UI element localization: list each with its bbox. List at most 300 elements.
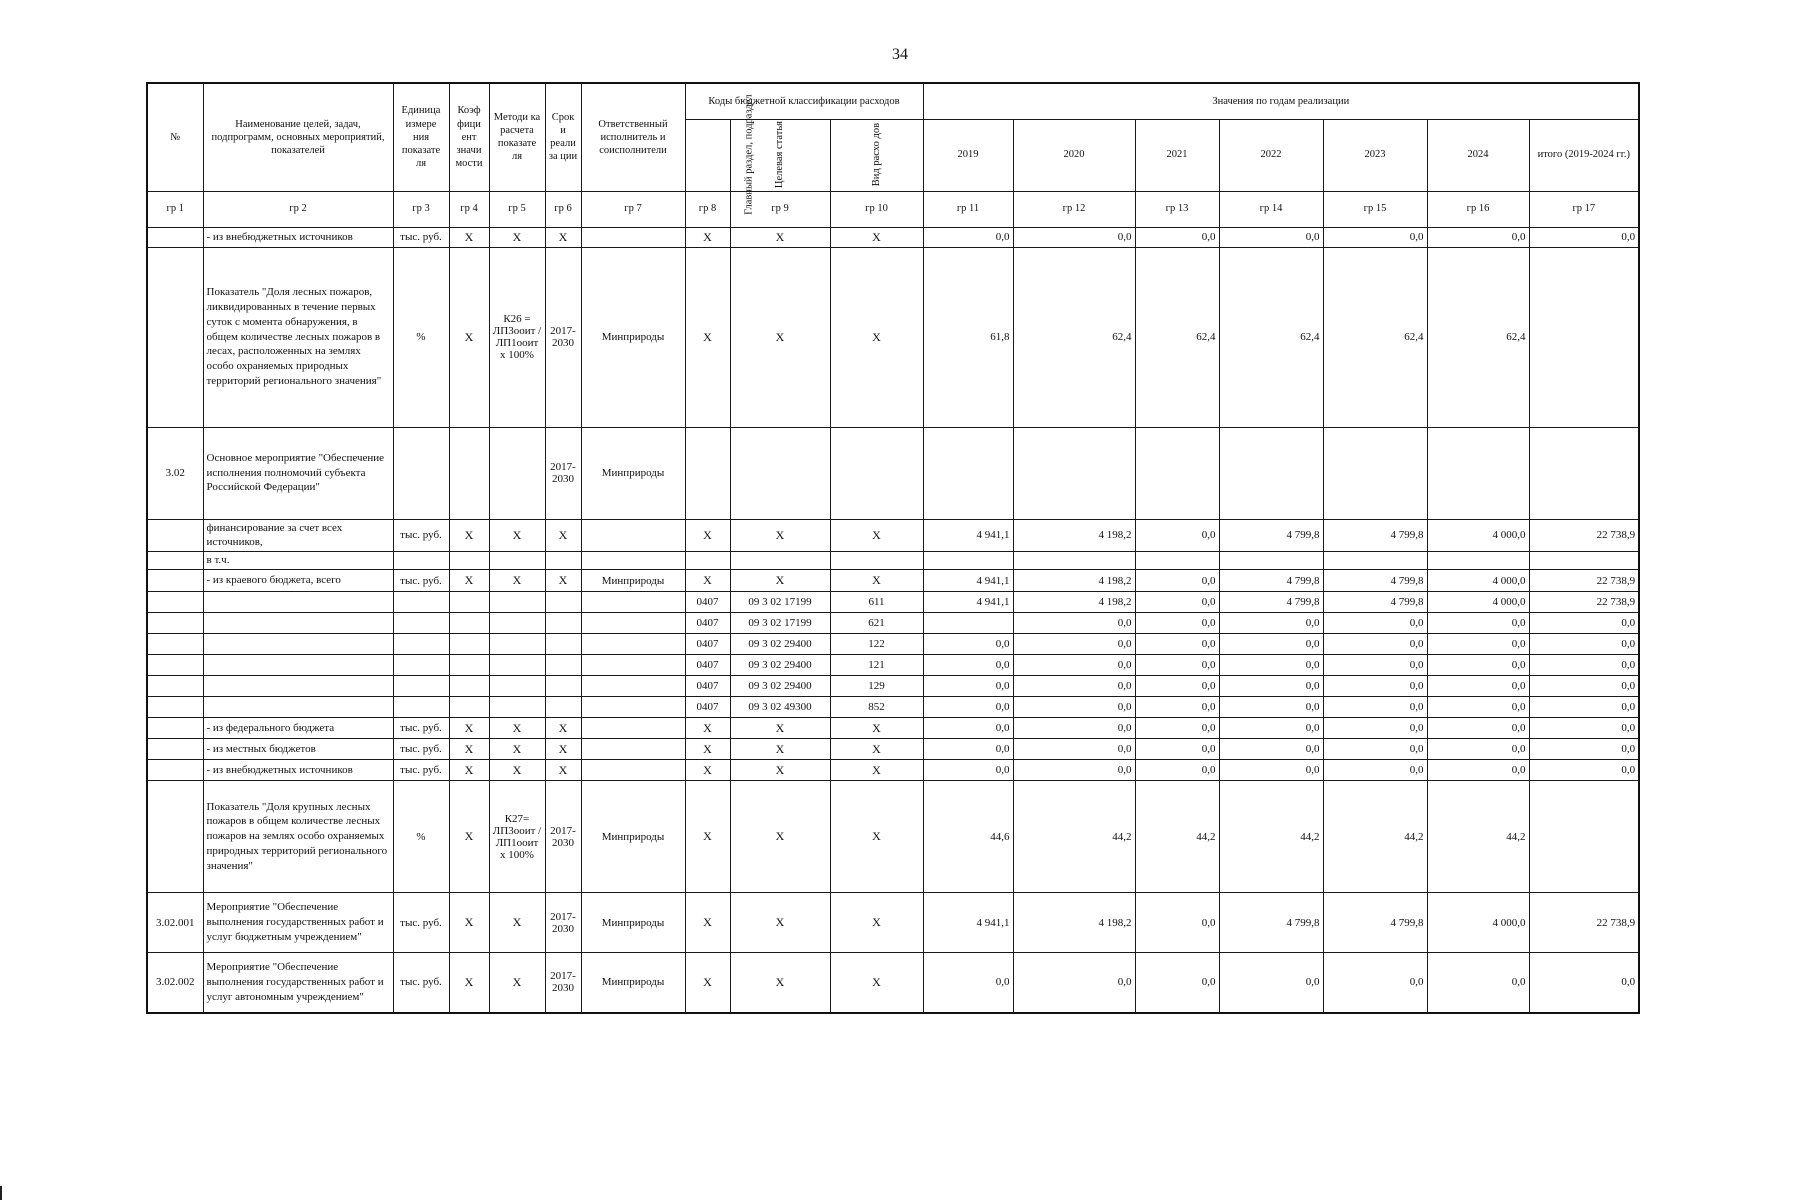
table-row: [147, 227, 1639, 247]
table-cell: [393, 552, 449, 570]
table-cell: [147, 739, 203, 760]
table-cell: 0,0: [923, 676, 1013, 697]
table-cell: Х: [830, 781, 923, 893]
table-cell: Х: [685, 570, 730, 592]
table-cell: [489, 613, 545, 634]
table-cell: Основное мероприятие "Обеспечение исполнения полномочий субъекта Российской Федерации": [203, 427, 393, 519]
table-cell: [545, 634, 581, 655]
table-cell: 4 799,8: [1323, 893, 1427, 953]
table-cell: 0,0: [1529, 227, 1639, 247]
table-cell: [489, 552, 545, 570]
table-cell: 0,0: [1529, 634, 1639, 655]
table-cell: [147, 552, 203, 570]
header-code-type: [830, 119, 923, 191]
table-cell: 0,0: [1135, 613, 1219, 634]
table-cell: 4 941,1: [923, 592, 1013, 613]
table-cell: 0,0: [1427, 655, 1529, 676]
table-row: [147, 592, 1639, 613]
table-cell: 4 941,1: [923, 893, 1013, 953]
table-cell: [489, 427, 545, 519]
table-cell: [203, 592, 393, 613]
table-cell: - из краевого бюджета, всего: [203, 570, 393, 592]
table-cell: Х: [685, 953, 730, 1013]
table-row: [147, 760, 1639, 781]
table-cell: [685, 552, 730, 570]
table-cell: 4 000,0: [1427, 570, 1529, 592]
table-cell: 62,4: [1013, 247, 1135, 427]
table-cell: 121: [830, 655, 923, 676]
table-cell: 61,8: [923, 247, 1013, 427]
table-cell: 0,0: [1529, 613, 1639, 634]
header-unit: Единица измере ния показате ля: [393, 83, 449, 191]
table-cell: 0,0: [1135, 592, 1219, 613]
table-cell: [147, 570, 203, 592]
table-cell: 852: [830, 697, 923, 718]
table-cell: 0,0: [923, 760, 1013, 781]
table-cell: 0,0: [1219, 676, 1323, 697]
table-cell: [393, 655, 449, 676]
table-cell: 3.02.001: [147, 893, 203, 953]
table-cell: 0,0: [1219, 227, 1323, 247]
table-cell: [581, 634, 685, 655]
table-cell: 0,0: [1219, 613, 1323, 634]
table-cell: Х: [449, 953, 489, 1013]
table-cell: [147, 519, 203, 552]
header-code-section-text: Главный раздел, подраздел: [743, 94, 755, 216]
table-cell: 0407: [685, 634, 730, 655]
table-cell: К26 = ЛП3ооит / ЛП1ооит х 100%: [489, 247, 545, 427]
table-cell: 0,0: [1219, 760, 1323, 781]
table-cell: [489, 655, 545, 676]
table-cell: [830, 552, 923, 570]
column-number-row: [147, 191, 1639, 227]
table-cell: Х: [685, 519, 730, 552]
table-cell: [393, 592, 449, 613]
table-cell: 4 000,0: [1427, 592, 1529, 613]
table-cell: [581, 552, 685, 570]
table-cell: Х: [830, 739, 923, 760]
table-cell: [581, 718, 685, 739]
table-cell: Показатель "Доля крупных лесных пожаров в общем количестве лесных пожаров на землях особо охраняемых природных территорий регионального значения": [203, 781, 393, 893]
table-cell: 0,0: [1427, 634, 1529, 655]
table-row: [147, 739, 1639, 760]
table-cell: Х: [685, 718, 730, 739]
table-row: [147, 781, 1639, 893]
table-cell: [147, 634, 203, 655]
table-cell: 4 799,8: [1219, 893, 1323, 953]
table-cell: Х: [730, 953, 830, 1013]
table-cell: тыс. руб.: [393, 893, 449, 953]
table-cell: 44,2: [1427, 781, 1529, 893]
header-codes-group: Коды бюджетной классификации расходов: [685, 83, 923, 119]
table-cell: 0,0: [1135, 893, 1219, 953]
table-cell: 22 738,9: [1529, 592, 1639, 613]
table-cell: [147, 613, 203, 634]
table-cell: [685, 427, 730, 519]
table-row: [147, 634, 1639, 655]
table-cell: 4 799,8: [1323, 519, 1427, 552]
header-row-1: [147, 83, 1639, 119]
table-cell: 4 941,1: [923, 570, 1013, 592]
table-cell: 62,4: [1323, 247, 1427, 427]
column-number: гр 5: [489, 191, 545, 227]
table-cell: [489, 634, 545, 655]
table-cell: [1529, 427, 1639, 519]
table-cell: [393, 613, 449, 634]
header-year-2021: 2021: [1135, 119, 1219, 191]
table-cell: 44,2: [1135, 781, 1219, 893]
table-cell: [545, 613, 581, 634]
table-cell: 0,0: [1323, 676, 1427, 697]
table-cell: тыс. руб.: [393, 953, 449, 1013]
table-cell: Х: [449, 570, 489, 592]
table-cell: 22 738,9: [1529, 519, 1639, 552]
table-cell: [147, 697, 203, 718]
table-cell: 0,0: [1013, 613, 1135, 634]
table-cell: Х: [830, 953, 923, 1013]
table-cell: 0,0: [923, 227, 1013, 247]
table-row: [147, 552, 1639, 570]
table-cell: Х: [545, 718, 581, 739]
table-cell: 3.02: [147, 427, 203, 519]
table-cell: 0,0: [923, 697, 1013, 718]
table-cell: [545, 552, 581, 570]
table-cell: Х: [685, 760, 730, 781]
table-cell: Х: [830, 760, 923, 781]
table-cell: [393, 676, 449, 697]
table-cell: 09 3 02 29400: [730, 655, 830, 676]
table-cell: 4 198,2: [1013, 519, 1135, 552]
table-cell: 0,0: [1135, 676, 1219, 697]
table-cell: 0,0: [1219, 739, 1323, 760]
table-cell: 0,0: [1427, 718, 1529, 739]
table-cell: [581, 519, 685, 552]
column-number: гр 8: [685, 191, 730, 227]
table-cell: тыс. руб.: [393, 718, 449, 739]
table-cell: [147, 676, 203, 697]
table-cell: [1013, 552, 1135, 570]
margin-mark: [0, 1186, 2, 1200]
table-cell: 0,0: [1135, 760, 1219, 781]
table-cell: Х: [730, 227, 830, 247]
table-cell: Минприроды: [581, 953, 685, 1013]
table-cell: [545, 592, 581, 613]
table-cell: Мероприятие "Обеспечение выполнения государственных работ и услуг автономным учреждением": [203, 953, 393, 1013]
table-cell: тыс. руб.: [393, 519, 449, 552]
table-cell: Х: [685, 247, 730, 427]
table-cell: 0,0: [1135, 655, 1219, 676]
table-cell: [1323, 427, 1427, 519]
budget-table: [146, 82, 1640, 1014]
table-cell: Х: [449, 247, 489, 427]
column-number: гр 6: [545, 191, 581, 227]
table-cell: [393, 697, 449, 718]
table-cell: 0407: [685, 676, 730, 697]
table-cell: 0,0: [923, 718, 1013, 739]
header-code-article-text: Целевая статья: [774, 121, 786, 189]
table-row: [147, 697, 1639, 718]
table-cell: [147, 655, 203, 676]
table-cell: 0,0: [1013, 739, 1135, 760]
table-cell: 0,0: [1135, 227, 1219, 247]
table-cell: [449, 592, 489, 613]
table-cell: Х: [685, 739, 730, 760]
table-cell: [203, 655, 393, 676]
table-cell: [1013, 427, 1135, 519]
table-cell: 0407: [685, 697, 730, 718]
table-cell: 2017-2030: [545, 953, 581, 1013]
table-cell: 0,0: [1427, 697, 1529, 718]
table-cell: [545, 697, 581, 718]
table-row: [147, 570, 1639, 592]
table-cell: Минприроды: [581, 893, 685, 953]
table-cell: 4 000,0: [1427, 519, 1529, 552]
table-cell: Х: [489, 570, 545, 592]
column-number: гр 10: [830, 191, 923, 227]
table-cell: 0,0: [1323, 655, 1427, 676]
table-cell: 09 3 02 29400: [730, 634, 830, 655]
table-cell: [1219, 427, 1323, 519]
table-cell: [1529, 552, 1639, 570]
table-cell: 4 000,0: [1427, 893, 1529, 953]
table-cell: [581, 227, 685, 247]
table-cell: Х: [449, 893, 489, 953]
table-cell: 0,0: [1323, 718, 1427, 739]
table-cell: Х: [489, 718, 545, 739]
table-cell: [1529, 247, 1639, 427]
table-cell: [830, 427, 923, 519]
table-cell: Х: [449, 718, 489, 739]
table-cell: 22 738,9: [1529, 893, 1639, 953]
table-cell: Х: [730, 760, 830, 781]
table-cell: [147, 781, 203, 893]
table-cell: [545, 676, 581, 697]
table-cell: 0,0: [1427, 227, 1529, 247]
table-cell: 4 799,8: [1219, 592, 1323, 613]
table-cell: Х: [489, 227, 545, 247]
table-cell: [1219, 552, 1323, 570]
header-period: Срок и реали за ции: [545, 83, 581, 191]
table-cell: 0,0: [1323, 760, 1427, 781]
table-cell: [147, 718, 203, 739]
table-cell: [581, 592, 685, 613]
header-coef: Коэф фици ент значи мости: [449, 83, 489, 191]
table-cell: - из внебюджетных источников: [203, 760, 393, 781]
table-cell: Х: [730, 718, 830, 739]
table-cell: тыс. руб.: [393, 227, 449, 247]
table-cell: Х: [830, 570, 923, 592]
table-cell: [581, 655, 685, 676]
column-number: гр 15: [1323, 191, 1427, 227]
table-cell: тыс. руб.: [393, 760, 449, 781]
table-cell: 09 3 02 17199: [730, 613, 830, 634]
table-cell: [449, 634, 489, 655]
table-cell: 0,0: [1219, 655, 1323, 676]
table-body: [147, 227, 1639, 1013]
table-cell: [449, 655, 489, 676]
header-year-2020: 2020: [1013, 119, 1135, 191]
table-cell: [147, 247, 203, 427]
table-cell: [1427, 427, 1529, 519]
table-cell: Х: [730, 781, 830, 893]
table-cell: 0,0: [1323, 613, 1427, 634]
table-cell: %: [393, 781, 449, 893]
table-cell: 0407: [685, 613, 730, 634]
table-cell: 0,0: [923, 953, 1013, 1013]
table-cell: 0,0: [1323, 697, 1427, 718]
column-number: гр 2: [203, 191, 393, 227]
table-cell: [449, 676, 489, 697]
table-cell: Х: [545, 519, 581, 552]
table-row: [147, 655, 1639, 676]
table-cell: 62,4: [1219, 247, 1323, 427]
table-cell: %: [393, 247, 449, 427]
header-num: №: [147, 83, 203, 191]
header-values-group: Значения по годам реализации: [923, 83, 1639, 119]
table-cell: [449, 613, 489, 634]
table-cell: в т.ч.: [203, 552, 393, 570]
table-cell: 0,0: [1013, 676, 1135, 697]
table-cell: [489, 697, 545, 718]
table-row: [147, 519, 1639, 552]
table-cell: 0,0: [1135, 953, 1219, 1013]
table-cell: 0,0: [1135, 634, 1219, 655]
table-cell: - из местных бюджетов: [203, 739, 393, 760]
table-cell: Х: [545, 739, 581, 760]
table-cell: 0,0: [1013, 718, 1135, 739]
table-cell: Х: [489, 739, 545, 760]
column-number: гр 16: [1427, 191, 1529, 227]
table-cell: Минприроды: [581, 427, 685, 519]
table-cell: Минприроды: [581, 247, 685, 427]
table-cell: Х: [730, 893, 830, 953]
table-cell: 122: [830, 634, 923, 655]
table-cell: 0,0: [1135, 739, 1219, 760]
table-cell: [545, 655, 581, 676]
table-cell: 0,0: [1323, 227, 1427, 247]
table-cell: 0,0: [1219, 634, 1323, 655]
table-cell: 0,0: [1427, 953, 1529, 1013]
table-cell: 22 738,9: [1529, 570, 1639, 592]
table-row: [147, 247, 1639, 427]
table-cell: Х: [830, 519, 923, 552]
column-number: гр 12: [1013, 191, 1135, 227]
table-cell: 0,0: [1323, 739, 1427, 760]
table-cell: [393, 427, 449, 519]
table-cell: Х: [830, 893, 923, 953]
table-cell: Х: [830, 718, 923, 739]
table-cell: 4 198,2: [1013, 893, 1135, 953]
table-cell: 2017-2030: [545, 427, 581, 519]
table-cell: [581, 760, 685, 781]
table-cell: [203, 613, 393, 634]
table-cell: 44,2: [1323, 781, 1427, 893]
table-cell: 62,4: [1135, 247, 1219, 427]
table-cell: 0,0: [1427, 760, 1529, 781]
table-cell: Х: [545, 227, 581, 247]
table-cell: Х: [489, 893, 545, 953]
table-cell: [1323, 552, 1427, 570]
table-cell: 0,0: [1529, 739, 1639, 760]
table-cell: [147, 227, 203, 247]
table-cell: Х: [685, 781, 730, 893]
table-cell: 0407: [685, 655, 730, 676]
table-cell: [203, 697, 393, 718]
table-cell: 44,6: [923, 781, 1013, 893]
table-cell: 62,4: [1427, 247, 1529, 427]
column-number: гр 11: [923, 191, 1013, 227]
table-cell: 0,0: [1219, 953, 1323, 1013]
table-cell: [203, 634, 393, 655]
table-cell: Х: [730, 739, 830, 760]
table-cell: [923, 613, 1013, 634]
table-cell: 44,2: [1219, 781, 1323, 893]
table-cell: [581, 739, 685, 760]
table-cell: 44,2: [1013, 781, 1135, 893]
table-cell: [1135, 427, 1219, 519]
table-cell: 621: [830, 613, 923, 634]
table-row: [147, 953, 1639, 1013]
table-cell: [1529, 781, 1639, 893]
table-cell: Х: [730, 519, 830, 552]
table-cell: [449, 427, 489, 519]
column-number: гр 1: [147, 191, 203, 227]
table-cell: [730, 427, 830, 519]
table-cell: [147, 760, 203, 781]
table-cell: 0,0: [1427, 739, 1529, 760]
table-cell: финансирование за счет всех источников,: [203, 519, 393, 552]
table-cell: Х: [489, 953, 545, 1013]
table-cell: 0,0: [923, 655, 1013, 676]
table-cell: 0,0: [1529, 953, 1639, 1013]
table-cell: 0,0: [1529, 697, 1639, 718]
header-year-2023: 2023: [1323, 119, 1427, 191]
table-cell: 09 3 02 49300: [730, 697, 830, 718]
table-cell: [581, 613, 685, 634]
header-name: Наименование целей, задач, подпрограмм, основных мероприятий, показателей: [203, 83, 393, 191]
table-cell: 0,0: [1427, 676, 1529, 697]
table-cell: Мероприятие "Обеспечение выполнения государственных работ и услуг бюджетным учреждением": [203, 893, 393, 953]
header-code-type-text: Вид расхо дов: [870, 123, 882, 187]
page-number: 34: [892, 46, 908, 63]
table-cell: Х: [449, 519, 489, 552]
table-cell: 4 799,8: [1323, 592, 1427, 613]
table-cell: 0,0: [1219, 718, 1323, 739]
table-cell: Х: [449, 760, 489, 781]
table-cell: 09 3 02 29400: [730, 676, 830, 697]
table-cell: 0,0: [1013, 953, 1135, 1013]
table-cell: [489, 592, 545, 613]
column-number: гр 17: [1529, 191, 1639, 227]
table-row: [147, 893, 1639, 953]
table-cell: [203, 676, 393, 697]
table-cell: 4 941,1: [923, 519, 1013, 552]
table-cell: тыс. руб.: [393, 739, 449, 760]
table-cell: Показатель "Доля лесных пожаров, ликвидированных в течение первых суток с момента обнаружения, в общем количестве лесных пожаров в лесах, расположенных на землях особо охраняемых природных территорий регионального значения": [203, 247, 393, 427]
table-cell: 0,0: [1529, 718, 1639, 739]
table-cell: К27= ЛП3ооит / ЛП1ооит х 100%: [489, 781, 545, 893]
header-year-2019: 2019: [923, 119, 1013, 191]
table-row: [147, 613, 1639, 634]
column-number: гр 13: [1135, 191, 1219, 227]
table-cell: Х: [685, 893, 730, 953]
table-cell: [1427, 552, 1529, 570]
table-cell: 129: [830, 676, 923, 697]
table-cell: [147, 592, 203, 613]
column-number: гр 3: [393, 191, 449, 227]
table-cell: 0,0: [1013, 760, 1135, 781]
table-cell: 2017-2030: [545, 893, 581, 953]
